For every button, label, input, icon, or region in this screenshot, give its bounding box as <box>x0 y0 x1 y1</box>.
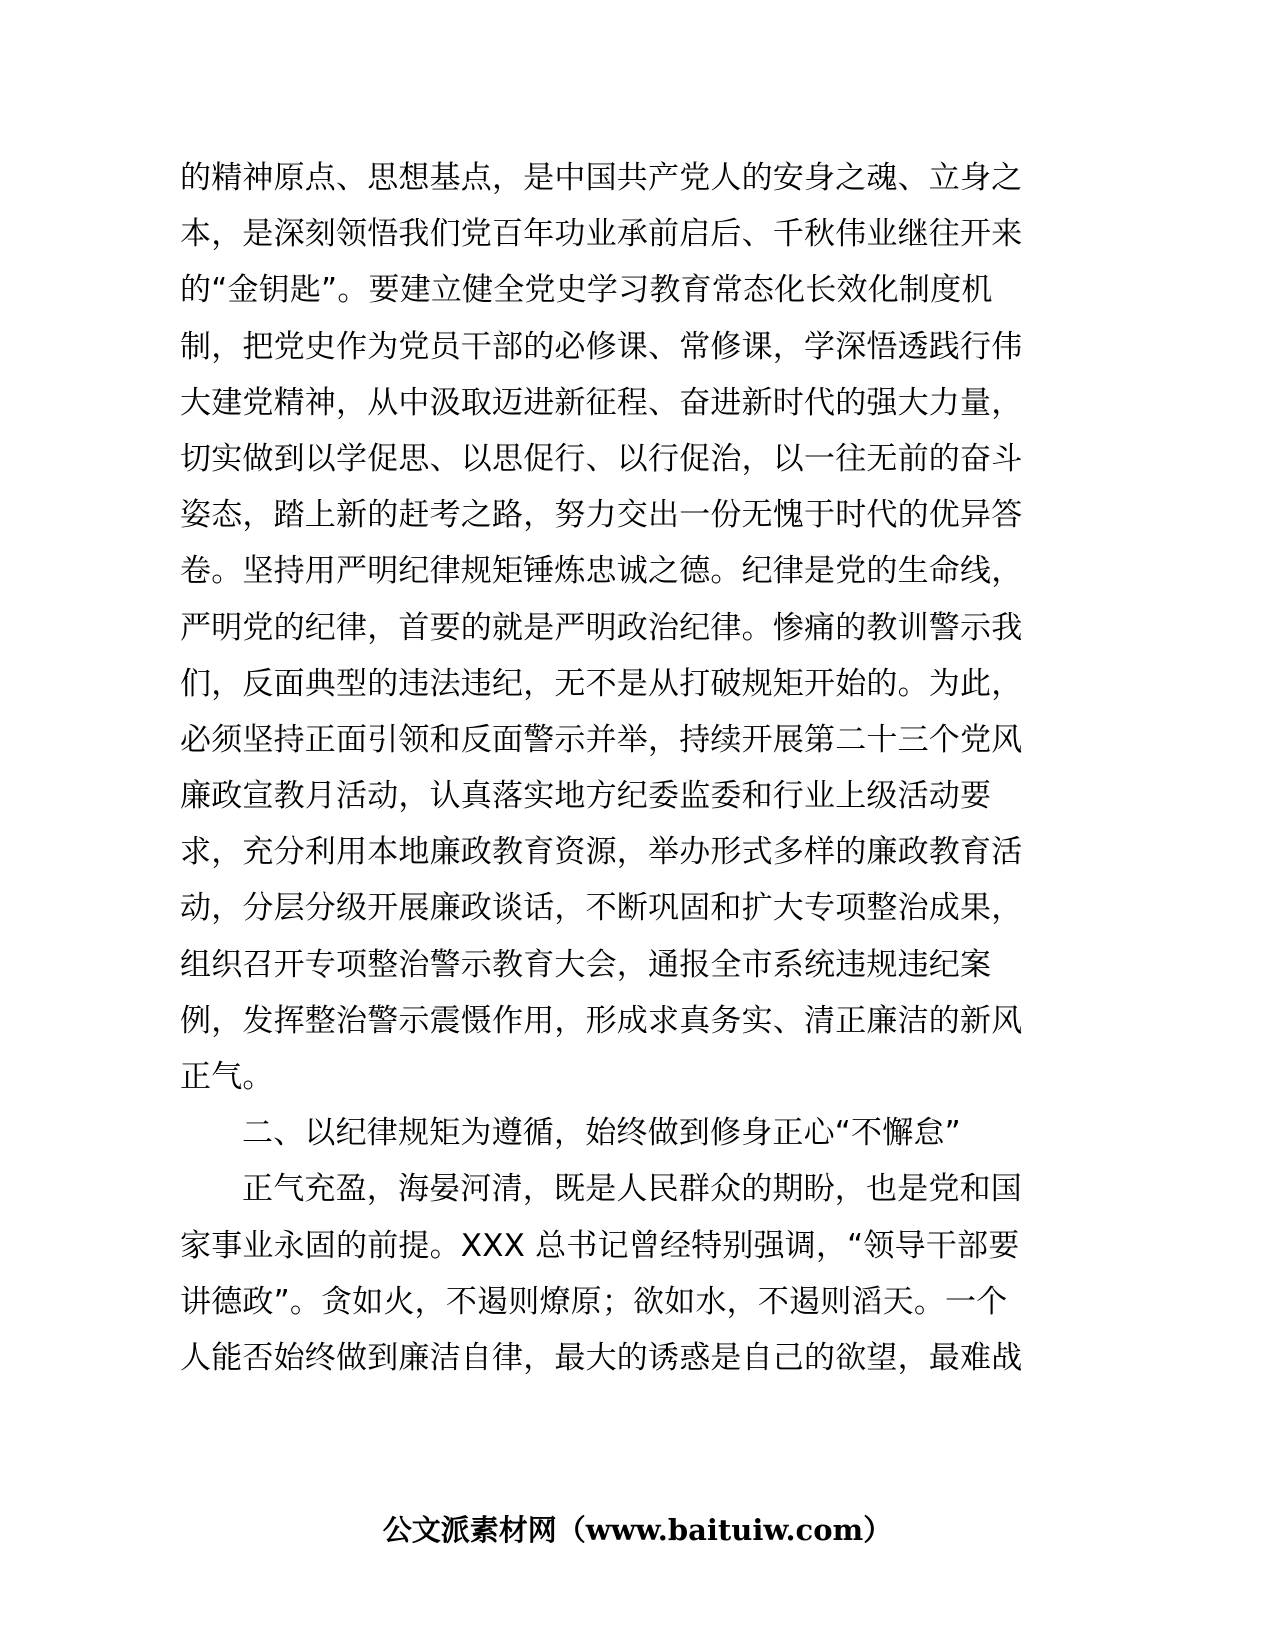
paragraph-first-line: 正气充盈，海晏河清，既是人民群众的期盼，也是党和国 <box>242 1171 1022 1208</box>
text-line: 动，分层分级开展廉政谈话，不断巩固和扩大专项整治成果， <box>180 890 1023 927</box>
text-line: 人能否始终做到廉洁自律，最大的诱惑是自己的欲望，最难战 <box>180 1339 1023 1376</box>
text-line: 姿态，踏上新的赶考之路，努力交出一份无愧于时代的优异答 <box>180 497 1023 534</box>
text-line: 大建党精神，从中汲取迈进新征程、奋进新时代的强大力量， <box>180 384 1023 421</box>
text-line: 讲德政”。贪如火，不遏则燎原；欲如水，不遏则滔天。一个 <box>180 1283 1008 1320</box>
text-line: 求，充分利用本地廉政教育资源，举办形式多样的廉政教育活 <box>180 834 1023 871</box>
text-line: 组织召开专项整治警示教育大会，通报全市系统违规违纪案 <box>180 946 992 983</box>
text-line: 例，发挥整治警示震慑作用，形成求真务实、清正廉洁的新风 <box>180 1002 1023 1039</box>
text-line: 严明党的纪律，首要的就是严明政治纪律。惨痛的教训警示我 <box>180 609 1023 646</box>
text-line: 卷。坚持用严明纪律规矩锤炼忠诚之德。纪律是党的生命线， <box>180 553 1023 590</box>
text-line: 必须坚持正面引领和反面警示并举，持续开展第二十三个党风 <box>180 721 1023 758</box>
section-heading: 二、以纪律规矩为遵循，始终做到修身正心“不懈怠” <box>242 1115 961 1152</box>
text-line: 制，把党史作为党员干部的必修课、常修课，学深悟透践行伟 <box>180 328 1023 365</box>
footer-watermark: 公文派素材网（www.baituiw.com） <box>382 1513 893 1547</box>
text-line: 的精神原点、思想基点，是中国共产党人的安身之魂、立身之 <box>180 160 1023 196</box>
text-line: 本，是深刻领悟我们党百年功业承前启后、千秋伟业继往开来 <box>180 216 1023 253</box>
text-line: 们，反面典型的违法违纪，无不是从打破规矩开始的。为此， <box>180 665 1023 702</box>
text-line: 切实做到以学促思、以思促行、以行促治，以一往无前的奋斗 <box>180 440 1023 477</box>
document-body <box>180 150 1040 1386</box>
text-line: 的“金钥匙”。要建立健全党史学习教育常态化长效化制度机 <box>180 272 993 309</box>
text-line: 正气。 <box>180 1059 274 1095</box>
text-line: 家事业永固的前提。XXX 总书记曾经特别强调，“领导干部要 <box>180 1227 1020 1264</box>
text-line: 廉政宣教月活动，认真落实地方纪委监委和行业上级活动要 <box>180 778 992 815</box>
